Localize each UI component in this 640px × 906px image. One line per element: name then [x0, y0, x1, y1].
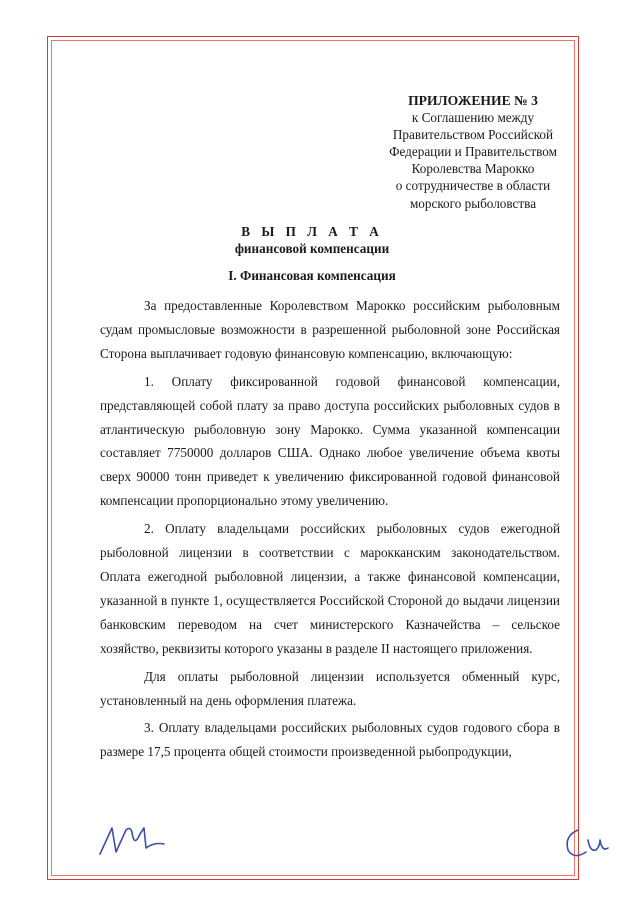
annex-title: ПРИЛОЖЕНИЕ № 3: [408, 93, 538, 108]
paragraph: За предоставленные Королевством Марокко российским рыболовным судам промысловые возможности в разрешенной рыболовной зоне Российская Сторона выплачивает годовую финансовую компенсацию, включающую:: [100, 298, 560, 361]
document-body: [100, 294, 560, 768]
paragraph: 3. Оплату владельцами российских рыболовных судов годового сбора в размере 17,5 процента общей стоимости произведенной рыбопродукции,: [100, 720, 560, 760]
document-subtitle: финансовой компенсации: [234, 241, 390, 256]
section-heading: I. Финансовая компенсация: [228, 268, 396, 283]
paragraph: 1. Оплату фиксированной годовой финансовой компенсации, представляющей собой плату за право доступа российских рыболовных судов в атлантическую рыболовную зону Марокко. Сумма указанной компенсации составляет 7750000 долларов США. Однако любое увеличение объема квоты сверх 90000 тонн приведет к увеличению фиксированной годовой финансовой компенсации пропорционально этому увеличению.: [100, 373, 560, 509]
annex-line: Королевства Марокко: [411, 161, 535, 177]
annex-line: к Соглашению между: [411, 110, 535, 126]
annex-header: [368, 92, 578, 212]
initials-mark: [560, 822, 610, 862]
signature-mark: [96, 818, 168, 860]
paragraph: 2. Оплату владельцами российских рыболовных судов ежегодной рыболовной лицензии в соответствии с марокканским законодательством. Оплата ежегодной рыболовной лицензии, а также финансовой компенсации, указанной в пункте 1, осуществляется Российской Стороной до выдачи лицензии банковским переводом на счет министерского Казначейства – сельское хозяйство, реквизиты которого указаны в разделе II настоящего приложения.: [100, 521, 560, 656]
annex-line: о сотрудничестве в области: [395, 178, 551, 194]
paragraph: Для оплаты рыболовной лицензии используется обменный курс, установленный на день оформления платежа.: [100, 668, 560, 708]
document-title: В Ы П Л А Т А: [241, 224, 383, 239]
annex-line: морского рыболовства: [409, 195, 537, 211]
annex-line: Федерации и Правительством: [389, 144, 557, 160]
annex-line: Правительством Российской: [392, 127, 554, 143]
